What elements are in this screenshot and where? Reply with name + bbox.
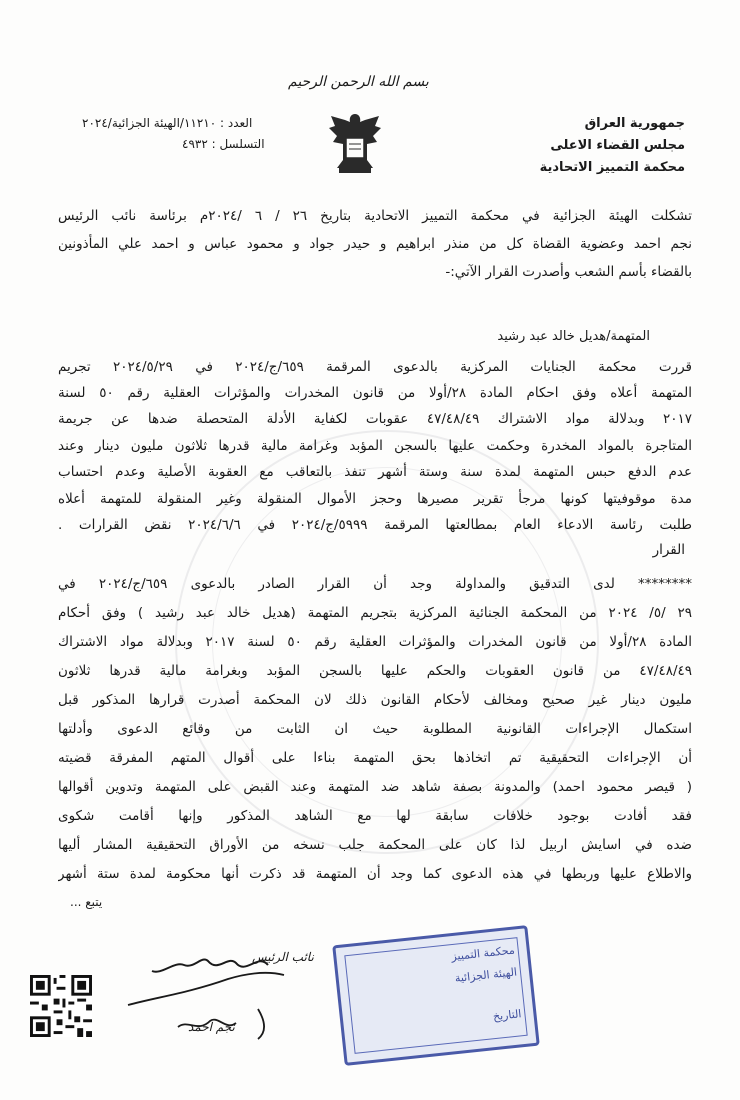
decision-heading: القرار: [652, 542, 685, 558]
iraq-eagle-emblem-icon: [325, 108, 385, 176]
stamp-line-3: التاريخ: [492, 1007, 523, 1024]
decision-line-10: ضده في اسايش اربيل لذا كان على المحكمة جلب نسخه من الأوراق التحقيقية المشار أليها: [58, 837, 692, 853]
facts-line-3: ٢٠١٧ وبدلالة مواد الاشتراك ٤٧/٤٨/٤٩ عقوبات لكفاية الأدلة المتحصلة ضدها عن جريمة: [58, 411, 692, 427]
intro-line-2: نجم احمد وعضوية القضاة كل من منذر ابراهيم و حيدر جواد و محمود عباس و احمد علي المأذونين: [58, 236, 692, 252]
official-stamp: [332, 925, 540, 1066]
issuer-line-2: مجلس القضاء الاعلى: [550, 138, 685, 153]
document-number: العدد : ١١٢١٠/الهيئة الجزائية/٢٠٢٤: [82, 116, 253, 130]
issuer-line-1: جمهورية العراق: [584, 116, 685, 131]
facts-line-4: المتاجرة بالمواد المخدرة وحكمت عليها بالسجن المؤبد وغرامة مالية قدرها ثلاثون مليون دينار وعند: [58, 438, 692, 454]
basmala: بسم الله الرحمن الرحيم: [288, 74, 429, 90]
stamp-line-1: محكمة التمييز: [450, 943, 516, 964]
issuer-line-3: محكمة التمييز الاتحادية: [539, 160, 685, 175]
decision-line-11: والاطلاع عليها وربطها في هذه الدعوى كما وجد أن المتهمة قد ذكرت أنها محكومة لمدة ستة أشهر: [58, 866, 692, 882]
facts-line-7: طلبت رئاسة الادعاء العام بمطالعتها المرقمة ٥٩٩٩/ج/٢٠٢٤ في ٢٠٢٤/٦/٦ نقض القرارات .: [58, 517, 692, 533]
decision-line-4: ٤٧/٤٨/٤٩ من قانون العقوبات والحكم عليها بالسجن المؤبد وبغرامة مالية قدرها ثلاثون: [58, 663, 692, 679]
facts-line-2: المتهمة أعلاه وفق احكام المادة ٢٨/أولا من قانون المخدرات والمؤثرات العقلية رقم ٥٠ لسنة: [58, 385, 692, 401]
decision-line-8: ( قيصر محمود احمد) والمدونة بصفة شاهد ضد المتهمة وعند القبض على المتهمة وتدوين أقوالها: [58, 779, 692, 795]
stamp-line-2: الهيئة الجزائية: [454, 965, 518, 985]
facts-line-5: عدم الدفع حبس المتهمة لمدة سنة وستة أشهر تنفذ بالتعاقب مع العقوبة الأصلية وعدم احتساب: [58, 464, 692, 480]
facts-line-1: قررت محكمة الجنايات المركزية بالدعوى المرقمة ٦٥٩/ج/٢٠٢٤ في ٢٠٢٤/٥/٢٩ تجريم: [58, 359, 692, 375]
continued-marker: يتبع ...: [70, 895, 103, 909]
intro-line-3: بالقضاء بأسم الشعب وأصدرت القرار الآتي:-: [445, 264, 692, 280]
decision-line-6: استكمال الإجراءات القانونية المطلوبة حيث ان الثابت من وقائع الدعوى وأدلتها: [58, 721, 692, 737]
decision-line-3: المادة ٢٨/أولا من قانون المخدرات والمؤثرات العقلية رقم ٥٠ لسنة ٢٠١٧ وبدلالة مواد الاشتراك: [58, 634, 692, 650]
document-serial: التسلسل : ٤٩٣٢: [182, 137, 265, 151]
signature-name: نجم احمد: [188, 1020, 235, 1034]
decision-line-2: ٢٩ /٥/ ٢٠٢٤ من المحكمة الجنائية المركزية بتجريم المتهمة (هديل خالد عبد رشيد ) وفق أحكام: [58, 605, 692, 621]
qr-code-icon: [30, 975, 92, 1037]
intro-line-1: تشكلت الهيئة الجزائية في محكمة التمييز الاتحادية بتاريخ ٢٦ / ٦ /٢٠٢٤م برئاسة نائب الرئيس: [58, 208, 692, 224]
decision-line-5: مليون دينار غير صحيح ومخالف لأحكام القانون ذلك لان المحكمة أصدرت قرارها المذكور قبل: [58, 692, 692, 708]
signature-title: نائب الرئيس: [252, 950, 314, 964]
accused-name: المتهمة/هديل خالد عبد رشيد: [497, 329, 650, 344]
decision-line-7: أن الإجراءات التحقيقية تم اتخاذها بحق المتهمة بناءا على أقوال المتهم المفرقة قضيته: [58, 750, 692, 766]
decision-line-1: ******** لدى التدقيق والمداولة وجد أن القرار الصادر بالدعوى ٦٥٩/ج/٢٠٢٤ في: [58, 576, 692, 592]
decision-line-9: فقد أفادت بوجود خلافات سابقة لها مع الشاهد المذكور وإنها أقامت شكوى: [58, 808, 692, 824]
facts-line-6: مدة موقوفيتها كونها مرجأ تقرير مصيرها وحجز الأموال المنقولة وغير المنقولة للمتهمة أعلاه: [58, 491, 692, 507]
